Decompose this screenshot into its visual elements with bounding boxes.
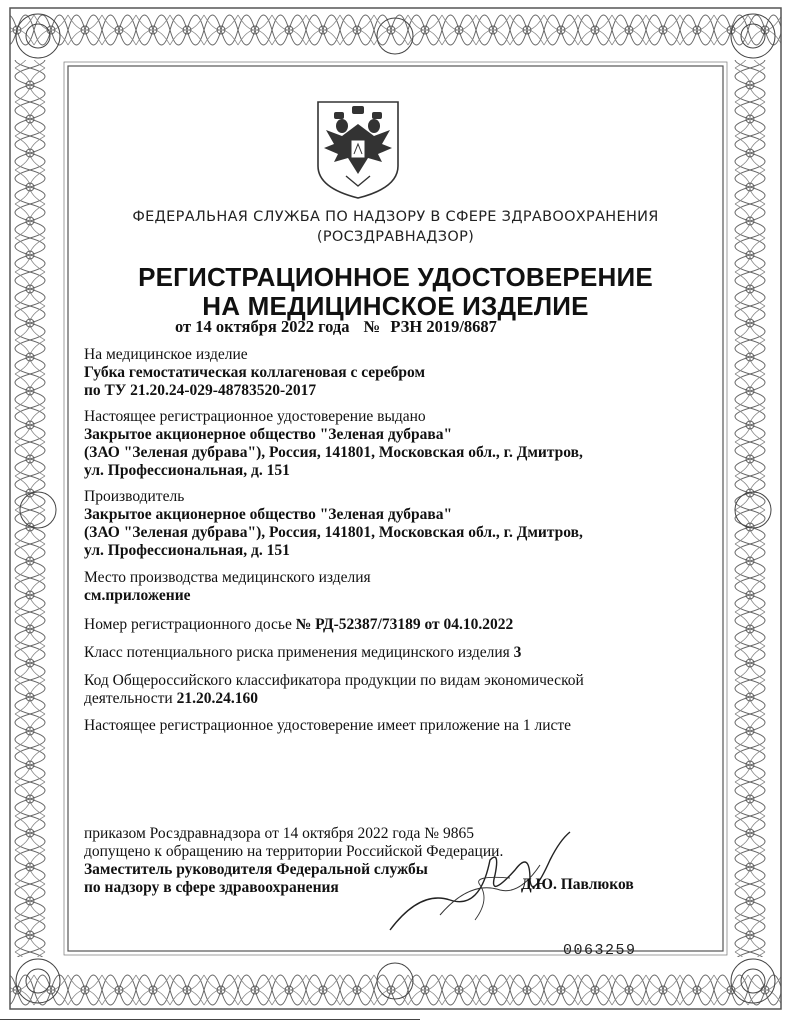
production-site-value: см.приложение xyxy=(84,587,191,604)
date-prefix: от xyxy=(175,317,192,336)
issue-date: 14 октября 2022 года xyxy=(195,317,350,336)
device-label: На медицинское изделие xyxy=(84,346,248,363)
okp-label-cont: деятельности xyxy=(84,690,173,707)
double-headed-eagle-emblem xyxy=(312,96,404,200)
issued-to-address: (ЗАО "Зеленая дубрава"), Россия, 141801, Московская обл., г. Дмитров, xyxy=(84,444,583,461)
document-subtitle: НА МЕДИЦИНСКОЕ ИЗДЕЛИЕ xyxy=(202,291,589,321)
issue-dateline xyxy=(175,317,497,337)
dossier-label: Номер регистрационного досье xyxy=(84,616,292,633)
number-sign: № xyxy=(363,317,381,336)
risk-class-row xyxy=(84,644,521,662)
admission-line: допущено к обращению на территории Российской Федерации. xyxy=(84,843,504,860)
order-line: приказом Росздравнадзора от 14 октября 2022 года № 9865 xyxy=(84,825,474,842)
production-site-label: Место производства медицинского изделия xyxy=(84,569,371,586)
signatory-name: Д.Ю. Павлюков xyxy=(521,876,634,893)
manufacturer-address: (ЗАО "Зеленая дубрава"), Россия, 141801, Московская обл., г. Дмитров, xyxy=(84,524,583,541)
manufacturer-label: Производитель xyxy=(84,488,185,505)
dossier-row xyxy=(84,616,513,634)
okp-value: 21.20.24.160 xyxy=(176,690,258,707)
dossier-value: № РД-52387/73189 от 04.10.2022 xyxy=(295,616,514,633)
serial-number: 0063259 xyxy=(563,942,637,959)
signatory-position: Заместитель руководителя Федеральной службы xyxy=(84,861,428,878)
manufacturer-company: Закрытое акционерное общество "Зеленая дубрава" xyxy=(84,506,453,523)
issued-to-company: Закрытое акционерное общество "Зеленая дубрава" xyxy=(84,426,453,443)
issued-to-label: Настоящее регистрационное удостоверение выдано xyxy=(84,408,426,425)
scan-bottom-rule xyxy=(0,1019,420,1020)
okp-label: Код Общероссийского классификатора продукции по видам экономической xyxy=(84,672,584,689)
issued-to-street: ул. Профессиональная, д. 151 xyxy=(84,462,290,479)
agency-abbreviation: (РОСЗДРАВНАДЗОР) xyxy=(316,229,475,245)
agency-name: ФЕДЕРАЛЬНАЯ СЛУЖБА ПО НАДЗОРУ В СФЕРЕ ЗДРАВООХРАНЕНИЯ xyxy=(132,209,659,225)
device-spec: по ТУ 21.20.24-029-48783520-2017 xyxy=(84,382,317,399)
document-title: РЕГИСТРАЦИОННОЕ УДОСТОВЕРЕНИЕ xyxy=(138,262,653,292)
appendix-note: Настоящее регистрационное удостоверение имеет приложение на 1 листе xyxy=(84,717,572,734)
risk-class-value: 3 xyxy=(513,644,522,661)
okp-row xyxy=(84,690,258,708)
device-name: Губка гемостатическая коллагеновая с серебром xyxy=(84,364,426,381)
registration-number: РЗН 2019/8687 xyxy=(390,317,497,336)
signatory-position-cont: по надзору в сфере здравоохранения xyxy=(84,879,339,896)
risk-class-label: Класс потенциального риска применения медицинского изделия xyxy=(84,644,510,661)
manufacturer-street: ул. Профессиональная, д. 151 xyxy=(84,542,290,559)
